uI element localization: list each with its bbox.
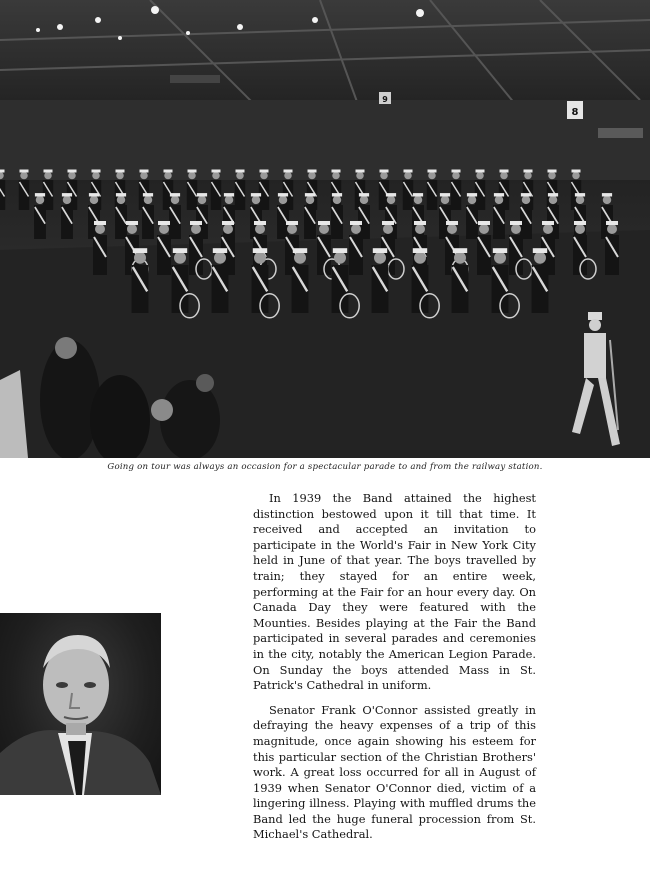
bandsman xyxy=(19,170,30,211)
bandsman xyxy=(605,221,619,275)
bandsman xyxy=(169,193,181,239)
bandsman xyxy=(212,248,229,313)
ceiling-lights xyxy=(36,6,424,40)
senator-portrait-photo xyxy=(0,613,161,795)
bandsman xyxy=(142,193,154,239)
bandsman xyxy=(493,193,505,239)
bandsman xyxy=(451,170,462,211)
station-sign-9 xyxy=(379,92,391,104)
bandsman xyxy=(307,170,318,211)
paragraph-2: Senator Frank O'Connor assisted greatly in defraying the heavy expenses of a trip of this magnitude, once again showing his esteem for this particular section of the Christian Brothers' work. A great loss occurred for all in August of 1939 when Senator O'Connor died, victim of a lingering illness. Playing with muffled drums the Band led the huge funeral procession from St. Michael's Cathedral. xyxy=(253,702,536,842)
bandsman xyxy=(520,193,532,239)
bandsman xyxy=(379,170,390,211)
paragraph-1: In 1939 the Band attained the highest distinction bestowed upon it till that time. It received and accepted an invitation to participate in the World's Fair in New York City held in June of that year. The boys travelled by train; they stayed for an entire week, performing at the Fair for an hour every day. On Canada Day they were featured with the Mounties. Besides playing at the Fair the Band participated in several parades and ceremonies in the city, notably the American Legion Parade. On Sunday the boys attended Mass in St. Patrick's Cathedral in uniform. xyxy=(253,491,536,693)
bandsman xyxy=(259,170,270,211)
station-sign-9-label: 9 xyxy=(382,95,388,104)
bandsman xyxy=(132,248,149,313)
bandsman xyxy=(523,170,534,211)
bandsman xyxy=(403,170,414,211)
bandsman xyxy=(477,221,491,275)
bandsman xyxy=(532,248,549,313)
bandsman xyxy=(466,193,478,239)
bandsman xyxy=(349,221,363,275)
photo-caption: Going on tour was always an occasion for a spectacular parade to and from the railway station. xyxy=(107,462,543,472)
bandsman xyxy=(372,248,389,313)
bandsman xyxy=(475,170,486,211)
bandsman xyxy=(61,193,73,239)
bandsman xyxy=(91,170,102,211)
bandsman xyxy=(292,248,309,313)
senator-portrait-illustration xyxy=(0,613,161,795)
bandsman xyxy=(34,193,46,239)
bandsman xyxy=(331,193,343,239)
bandsman xyxy=(187,170,198,211)
article-body xyxy=(253,491,536,852)
bandsman xyxy=(211,170,222,211)
bandsman xyxy=(43,170,54,211)
bandsman xyxy=(93,221,107,275)
bandsman xyxy=(277,193,289,239)
bandsman xyxy=(115,193,127,239)
bandsman xyxy=(163,170,174,211)
station-sign-8-label: 8 xyxy=(571,107,579,118)
bandsman xyxy=(304,193,316,239)
station-sign-8 xyxy=(567,101,583,119)
bandsman xyxy=(235,170,246,211)
bandsman xyxy=(427,170,438,211)
bandsman xyxy=(452,248,469,313)
bandsman xyxy=(157,221,171,275)
